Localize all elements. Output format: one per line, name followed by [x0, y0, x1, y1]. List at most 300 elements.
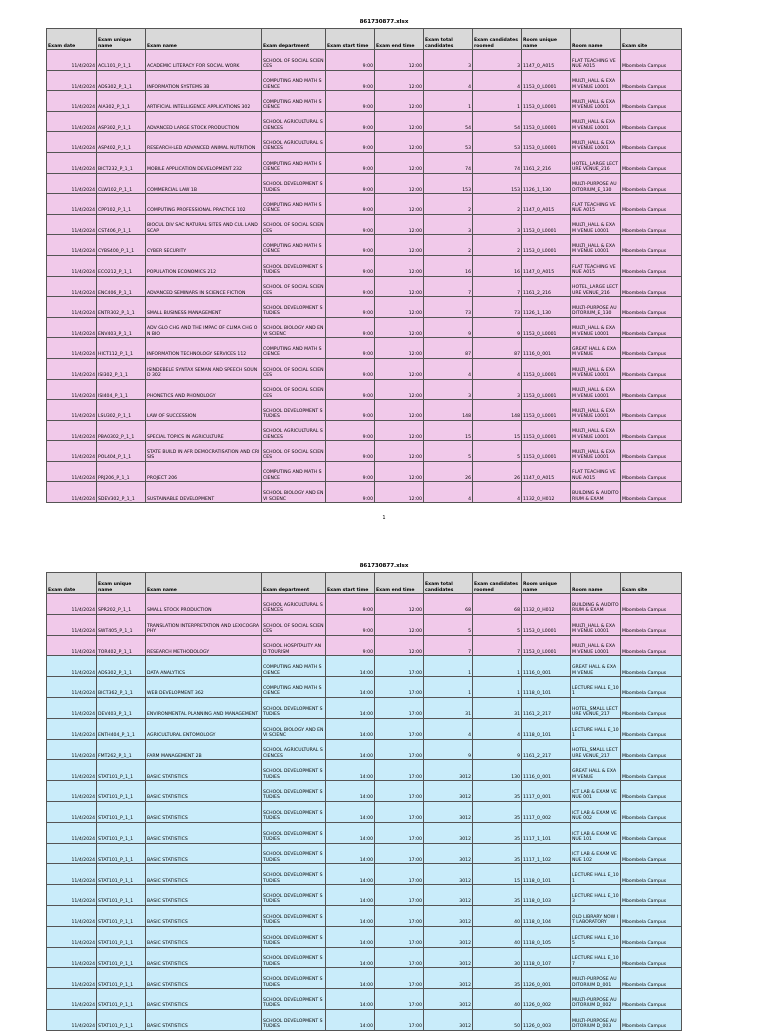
cell-exam-site: Mbombela Campus [621, 1009, 682, 1030]
cell-exam-candidates-roomed: 50 [473, 1009, 522, 1030]
cell-exam-candidates-roomed: 16 [473, 255, 522, 276]
cell-exam-site: Mbombela Campus [621, 317, 682, 338]
cell-exam-date: 11/4/2024 [47, 947, 97, 968]
cell-exam-unique-name: ENV403_P_1_1 [97, 317, 146, 338]
cell-exam-name: ADVANCED LARGE STOCK PRODUCTION [146, 111, 262, 132]
cell-exam-start-time: 9:00 [326, 70, 375, 91]
cell-exam-start-time: 14:00 [326, 968, 375, 989]
table-row [47, 864, 682, 885]
cell-exam-total-candidates: 7 [424, 635, 473, 656]
exam-table-page-2 [46, 572, 682, 1031]
cell-room-name: MULTI_HALL & EXAM VENUE L0001 [571, 317, 621, 338]
cell-exam-start-time: 9:00 [326, 173, 375, 194]
cell-exam-start-time: 14:00 [326, 885, 375, 906]
cell-exam-unique-name: SWT405_P_1_1 [97, 614, 146, 635]
cell-exam-department: COMPUTING AND MATH SCIENCE [262, 152, 326, 173]
cell-exam-name: BASIC STATISTICS [146, 885, 262, 906]
cell-exam-date: 11/4/2024 [47, 885, 97, 906]
cell-exam-unique-name: FMT262_P_1_1 [97, 739, 146, 760]
cell-exam-total-candidates: 3012 [424, 801, 473, 822]
table-row [47, 926, 682, 947]
table-row [47, 111, 682, 132]
cell-exam-end-time: 12:00 [375, 91, 424, 112]
table-row [47, 400, 682, 421]
cell-exam-name: FARM MANAGEMENT 2B [146, 739, 262, 760]
cell-exam-department: SCHOOL DEVELOPMENT STUDIES [262, 926, 326, 947]
cell-room-name: MULTI_HALL & EXAM VENUE L0001 [571, 441, 621, 462]
cell-room-name: MULTI_HALL & EXAM VENUE L0001 [571, 379, 621, 400]
cell-exam-date: 11/4/2024 [47, 276, 97, 297]
cell-exam-start-time: 14:00 [326, 760, 375, 781]
cell-exam-start-time: 9:00 [326, 379, 375, 400]
cell-exam-start-time: 14:00 [326, 718, 375, 739]
cell-room-name: FLAT TEACHING VENUE A015 [571, 194, 621, 215]
cell-exam-end-time: 17:00 [375, 1009, 424, 1030]
cell-exam-date: 11/4/2024 [47, 635, 97, 656]
cell-exam-end-time: 12:00 [375, 214, 424, 235]
cell-room-unique-name: 1153_0_L0001 [522, 420, 571, 441]
cell-exam-candidates-roomed: 3 [473, 379, 522, 400]
cell-exam-start-time: 9:00 [326, 50, 375, 71]
cell-exam-unique-name: BICT362_P_1_1 [97, 677, 146, 698]
cell-room-unique-name: 1132_0_H012 [522, 594, 571, 615]
cell-room-name: MULTI-PURPOSE AUDITORIUM_E_130 [571, 173, 621, 194]
cell-exam-name: ARTIFICIAL INTELLIGENCE APPLICATIONS 302 [146, 91, 262, 112]
cell-exam-end-time: 12:00 [375, 152, 424, 173]
cell-exam-unique-name: PRJ206_P_1_1 [97, 461, 146, 482]
cell-exam-total-candidates: 3 [424, 214, 473, 235]
cell-exam-name: BASIC STATISTICS [146, 926, 262, 947]
cell-exam-candidates-roomed: 26 [473, 461, 522, 482]
cell-exam-department: SCHOOL DEVELOPMENT STUDIES [262, 885, 326, 906]
cell-exam-total-candidates: 1 [424, 91, 473, 112]
cell-exam-unique-name: ACL101_P_1_1 [97, 50, 146, 71]
cell-exam-department: SCHOOL DEVELOPMENT STUDIES [262, 400, 326, 421]
cell-exam-name: PHONETICS AND PHONOLOGY [146, 379, 262, 400]
cell-exam-date: 11/4/2024 [47, 614, 97, 635]
cell-exam-site: Mbombela Campus [621, 885, 682, 906]
table-row [47, 379, 682, 400]
cell-exam-site: Mbombela Campus [621, 822, 682, 843]
cell-exam-department: SCHOOL DEVELOPMENT STUDIES [262, 781, 326, 802]
cell-room-unique-name: 1126_0_002 [522, 989, 571, 1010]
cell-exam-total-candidates: 3012 [424, 947, 473, 968]
cell-exam-end-time: 12:00 [375, 420, 424, 441]
col-header-exam-end-time: Exam end time [375, 573, 424, 594]
cell-room-name: FLAT TEACHING VENUE A015 [571, 50, 621, 71]
cell-exam-department: SCHOOL BIOLOGY AND ENVI SCIENC [262, 718, 326, 739]
cell-exam-unique-name: CST406_P_1_1 [97, 214, 146, 235]
cell-room-name: MULTI_HALL & EXAM VENUE L0001 [571, 635, 621, 656]
table-row [47, 194, 682, 215]
cell-exam-unique-name: STAT101_P_1_1 [97, 905, 146, 926]
cell-exam-site: Mbombela Campus [621, 656, 682, 677]
cell-exam-date: 11/4/2024 [47, 843, 97, 864]
cell-exam-department: SCHOOL AGRICULTURAL SCIENCES [262, 594, 326, 615]
cell-exam-date: 11/4/2024 [47, 801, 97, 822]
cell-exam-end-time: 17:00 [375, 718, 424, 739]
cell-exam-date: 11/4/2024 [47, 760, 97, 781]
cell-exam-site: Mbombela Campus [621, 420, 682, 441]
cell-exam-department: SCHOOL OF SOCIAL SCIENCES [262, 379, 326, 400]
cell-exam-department: SCHOOL DEVELOPMENT STUDIES [262, 1009, 326, 1030]
cell-exam-total-candidates: 3012 [424, 864, 473, 885]
cell-exam-total-candidates: 3 [424, 379, 473, 400]
table-row [47, 801, 682, 822]
cell-room-unique-name: 1126_0_003 [522, 1009, 571, 1030]
cell-room-unique-name: 1161_2_216 [522, 276, 571, 297]
cell-exam-department: SCHOOL DEVELOPMENT STUDIES [262, 989, 326, 1010]
cell-exam-site: Mbombela Campus [621, 482, 682, 503]
cell-exam-department: SCHOOL DEVELOPMENT STUDIES [262, 297, 326, 318]
cell-room-unique-name: 1118_0_103 [522, 885, 571, 906]
cell-room-unique-name: 1126_1_130 [522, 173, 571, 194]
col-header-exam-candidates-roomed: Exam candidates roomed [473, 573, 522, 594]
cell-exam-name: SPECIAL TOPICS IN AGRICULTURE [146, 420, 262, 441]
cell-room-unique-name: 1117_0_001 [522, 781, 571, 802]
cell-exam-end-time: 17:00 [375, 739, 424, 760]
cell-room-name: MULTI_HALL & EXAM VENUE L0001 [571, 614, 621, 635]
cell-exam-department: SCHOOL OF SOCIAL SCIENCES [262, 358, 326, 379]
page-1-title: 861730877.xlsx [359, 19, 409, 25]
cell-room-name: MULTI_HALL & EXAM VENUE L0001 [571, 420, 621, 441]
table-row [47, 50, 682, 71]
table-row [47, 152, 682, 173]
cell-exam-date: 11/4/2024 [47, 864, 97, 885]
cell-exam-name: ADVANCED SEMINARS IN SCIENCE FICTION [146, 276, 262, 297]
cell-exam-unique-name: CLW102_P_1_1 [97, 173, 146, 194]
cell-exam-name: WEB DEVELOPMENT 362 [146, 677, 262, 698]
cell-exam-unique-name: DEV403_P_1_1 [97, 697, 146, 718]
cell-room-unique-name: 1126_1_130 [522, 297, 571, 318]
cell-exam-unique-name: ASP402_P_1_1 [97, 132, 146, 153]
cell-exam-name: BASIC STATISTICS [146, 864, 262, 885]
cell-exam-name: BASIC STATISTICS [146, 801, 262, 822]
cell-exam-end-time: 12:00 [375, 235, 424, 256]
cell-room-name: HOTEL_LARGE LECTURE VENUE_216 [571, 152, 621, 173]
cell-exam-department: COMPUTING AND MATH SCIENCE [262, 70, 326, 91]
cell-exam-end-time: 17:00 [375, 968, 424, 989]
cell-exam-date: 11/4/2024 [47, 91, 97, 112]
cell-exam-candidates-roomed: 1 [473, 91, 522, 112]
cell-exam-name: BASIC STATISTICS [146, 947, 262, 968]
cell-exam-candidates-roomed: 35 [473, 822, 522, 843]
cell-exam-candidates-roomed: 74 [473, 152, 522, 173]
cell-exam-department: SCHOOL AGRICULTURAL SCIENCES [262, 132, 326, 153]
cell-exam-total-candidates: 9 [424, 739, 473, 760]
cell-exam-site: Mbombela Campus [621, 255, 682, 276]
table-row [47, 781, 682, 802]
cell-exam-end-time: 12:00 [375, 276, 424, 297]
cell-exam-candidates-roomed: 4 [473, 358, 522, 379]
cell-exam-candidates-roomed: 4 [473, 482, 522, 503]
cell-exam-start-time: 9:00 [326, 461, 375, 482]
cell-exam-total-candidates: 3012 [424, 760, 473, 781]
cell-exam-name: CYBER SECURITY [146, 235, 262, 256]
table-row [47, 338, 682, 359]
cell-exam-total-candidates: 4 [424, 70, 473, 91]
cell-exam-unique-name: PBA0302_P_1_1 [97, 420, 146, 441]
cell-exam-site: Mbombela Campus [621, 379, 682, 400]
cell-exam-candidates-roomed: 68 [473, 594, 522, 615]
table-row [47, 677, 682, 698]
cell-exam-department: SCHOOL DEVELOPMENT STUDIES [262, 255, 326, 276]
table-row [47, 255, 682, 276]
page-number: 1 [382, 515, 386, 521]
cell-exam-candidates-roomed: 15 [473, 864, 522, 885]
cell-exam-name: BASIC STATISTICS [146, 989, 262, 1010]
cell-exam-start-time: 14:00 [326, 905, 375, 926]
cell-exam-date: 11/4/2024 [47, 338, 97, 359]
cell-exam-name: RESEARCH-LED ADVANCED ANIMAL NUTRITION [146, 132, 262, 153]
cell-room-name: ICT LAB & EXAM VENUE 001 [571, 781, 621, 802]
cell-exam-candidates-roomed: 35 [473, 968, 522, 989]
cell-exam-date: 11/4/2024 [47, 697, 97, 718]
cell-exam-name: SMALL STOCK PRODUCTION [146, 594, 262, 615]
cell-exam-unique-name: LSU302_P_1_1 [97, 400, 146, 421]
cell-exam-unique-name: ENC406_P_1_1 [97, 276, 146, 297]
cell-exam-end-time: 17:00 [375, 760, 424, 781]
cell-exam-site: Mbombela Campus [621, 70, 682, 91]
cell-exam-department: COMPUTING AND MATH SCIENCE [262, 338, 326, 359]
cell-exam-start-time: 14:00 [326, 781, 375, 802]
cell-exam-name: BASIC STATISTICS [146, 968, 262, 989]
cell-exam-unique-name: STAT101_P_1_1 [97, 843, 146, 864]
cell-room-name: ICT LAB & EXAM VENUE 002 [571, 801, 621, 822]
col-header-room-unique-name: Room unique name [522, 29, 571, 50]
cell-exam-candidates-roomed: 3 [473, 214, 522, 235]
cell-exam-name: ADV GLO CHG AND THE IMPAC OF CLIMA CHG ON BIO [146, 317, 262, 338]
cell-room-unique-name: 1153_0_L0001 [522, 614, 571, 635]
table-row [47, 482, 682, 503]
cell-exam-start-time: 9:00 [326, 420, 375, 441]
cell-exam-site: Mbombela Campus [621, 718, 682, 739]
cell-exam-name: DATA ANALYTICS [146, 656, 262, 677]
cell-exam-candidates-roomed: 4 [473, 70, 522, 91]
cell-exam-end-time: 12:00 [375, 338, 424, 359]
cell-exam-total-candidates: 148 [424, 400, 473, 421]
cell-room-unique-name: 1132_0_H012 [522, 482, 571, 503]
cell-exam-date: 11/4/2024 [47, 781, 97, 802]
cell-room-unique-name: 1153_0_L0001 [522, 400, 571, 421]
cell-exam-name: BASIC STATISTICS [146, 760, 262, 781]
table-row [47, 276, 682, 297]
cell-exam-candidates-roomed: 40 [473, 926, 522, 947]
cell-exam-date: 11/4/2024 [47, 379, 97, 400]
cell-room-name: BUILDING & AUDITORIUM & EXAM [571, 482, 621, 503]
cell-exam-date: 11/4/2024 [47, 594, 97, 615]
cell-room-unique-name: 1161_2_217 [522, 739, 571, 760]
cell-exam-unique-name: CYBS400_P_1_1 [97, 235, 146, 256]
cell-room-unique-name: 1118_0_101 [522, 718, 571, 739]
cell-exam-department: SCHOOL DEVELOPMENT STUDIES [262, 843, 326, 864]
cell-exam-start-time: 14:00 [326, 864, 375, 885]
cell-exam-department: COMPUTING AND MATH SCIENCE [262, 656, 326, 677]
cell-exam-site: Mbombela Campus [621, 173, 682, 194]
cell-room-name: MULTI-PURPOSE AUDITORIUM D_001 [571, 968, 621, 989]
cell-exam-unique-name: TOR402_P_1_1 [97, 635, 146, 656]
cell-exam-candidates-roomed: 15 [473, 420, 522, 441]
cell-exam-total-candidates: 153 [424, 173, 473, 194]
cell-exam-name: MOBILE APPLICATION DEVELOPMENT 232 [146, 152, 262, 173]
cell-room-unique-name: 1153_0_L0001 [522, 132, 571, 153]
cell-exam-total-candidates: 5 [424, 441, 473, 462]
cell-exam-department: SCHOOL OF SOCIAL SCIENCES [262, 614, 326, 635]
cell-exam-department: SCHOOL AGRICULTURAL SCIENCES [262, 111, 326, 132]
cell-exam-start-time: 14:00 [326, 739, 375, 760]
cell-room-unique-name: 1117_0_002 [522, 801, 571, 822]
cell-exam-total-candidates: 4 [424, 482, 473, 503]
cell-exam-unique-name: SPR202_P_1_1 [97, 594, 146, 615]
exam-table-page-1 [46, 28, 682, 503]
cell-room-unique-name: 1116_0_001 [522, 338, 571, 359]
cell-exam-department: SCHOOL DEVELOPMENT STUDIES [262, 801, 326, 822]
cell-exam-end-time: 12:00 [375, 441, 424, 462]
cell-room-name: MULTI_HALL & EXAM VENUE L0001 [571, 214, 621, 235]
cell-exam-candidates-roomed: 2 [473, 194, 522, 215]
cell-exam-site: Mbombela Campus [621, 594, 682, 615]
cell-room-unique-name: 1153_0_L0001 [522, 70, 571, 91]
cell-exam-start-time: 14:00 [326, 656, 375, 677]
cell-room-name: LECTURE HALL E_105 [571, 926, 621, 947]
cell-exam-candidates-roomed: 3 [473, 50, 522, 71]
col-header-exam-site: Exam site [621, 573, 682, 594]
cell-exam-date: 11/4/2024 [47, 358, 97, 379]
cell-exam-end-time: 17:00 [375, 885, 424, 906]
cell-exam-end-time: 12:00 [375, 173, 424, 194]
cell-exam-total-candidates: 1 [424, 677, 473, 698]
col-header-exam-site: Exam site [621, 29, 682, 50]
cell-exam-total-candidates: 9 [424, 317, 473, 338]
cell-exam-department: COMPUTING AND MATH SCIENCE [262, 461, 326, 482]
cell-exam-start-time: 9:00 [326, 276, 375, 297]
cell-exam-department: SCHOOL DEVELOPMENT STUDIES [262, 760, 326, 781]
cell-exam-site: Mbombela Campus [621, 801, 682, 822]
cell-exam-site: Mbombela Campus [621, 947, 682, 968]
cell-exam-date: 11/4/2024 [47, 297, 97, 318]
cell-exam-start-time: 9:00 [326, 297, 375, 318]
cell-exam-unique-name: ENTH404_P_1_1 [97, 718, 146, 739]
cell-exam-start-time: 14:00 [326, 822, 375, 843]
cell-exam-end-time: 17:00 [375, 947, 424, 968]
col-header-exam-unique-name: Exam unique name [97, 573, 146, 594]
cell-exam-candidates-roomed: 4 [473, 718, 522, 739]
cell-exam-department: SCHOOL BIOLOGY AND ENVI SCIENC [262, 482, 326, 503]
cell-exam-department: COMPUTING AND MATH SCIENCE [262, 235, 326, 256]
cell-exam-date: 11/4/2024 [47, 420, 97, 441]
col-header-exam-date: Exam date [47, 573, 97, 594]
cell-exam-department: SCHOOL DEVELOPMENT STUDIES [262, 968, 326, 989]
cell-room-unique-name: 1118_0_104 [522, 905, 571, 926]
cell-room-name: GREAT HALL & EXAM VENUE [571, 338, 621, 359]
cell-exam-start-time: 9:00 [326, 132, 375, 153]
cell-exam-site: Mbombela Campus [621, 441, 682, 462]
table-row [47, 441, 682, 462]
cell-exam-candidates-roomed: 73 [473, 297, 522, 318]
col-header-exam-name: Exam name [146, 29, 262, 50]
cell-room-name: MULTI-PURPOSE AUDITORIUM_E_130 [571, 297, 621, 318]
cell-exam-department: SCHOOL OF SOCIAL SCIENCES [262, 214, 326, 235]
cell-room-unique-name: 1118_0_101 [522, 677, 571, 698]
cell-exam-start-time: 9:00 [326, 358, 375, 379]
cell-room-unique-name: 1118_0_107 [522, 947, 571, 968]
header-row [47, 29, 682, 50]
cell-exam-name: ISINDEBELE SYNTAX SEMAN AND SPEECH SOUND 302 [146, 358, 262, 379]
cell-exam-total-candidates: 2 [424, 194, 473, 215]
cell-room-name: FLAT TEACHING VENUE A015 [571, 255, 621, 276]
cell-exam-date: 11/4/2024 [47, 194, 97, 215]
cell-exam-total-candidates: 3012 [424, 843, 473, 864]
cell-exam-end-time: 12:00 [375, 594, 424, 615]
cell-exam-end-time: 12:00 [375, 400, 424, 421]
cell-exam-total-candidates: 26 [424, 461, 473, 482]
cell-exam-date: 11/4/2024 [47, 656, 97, 677]
cell-exam-name: ENVIRONMENTAL PLANNING AND MANAGEMENT [146, 697, 262, 718]
cell-room-name: MULTI_HALL & EXAM VENUE L0001 [571, 111, 621, 132]
cell-exam-end-time: 17:00 [375, 905, 424, 926]
cell-exam-end-time: 17:00 [375, 926, 424, 947]
cell-exam-site: Mbombela Campus [621, 50, 682, 71]
cell-exam-site: Mbombela Campus [621, 781, 682, 802]
header-row [47, 573, 682, 594]
cell-exam-site: Mbombela Campus [621, 905, 682, 926]
cell-exam-candidates-roomed: 35 [473, 843, 522, 864]
cell-exam-name: RESEARCH METHODOLOGY [146, 635, 262, 656]
cell-exam-candidates-roomed: 2 [473, 235, 522, 256]
cell-exam-total-candidates: 4 [424, 718, 473, 739]
col-header-room-name: Room name [571, 29, 621, 50]
cell-exam-end-time: 12:00 [375, 317, 424, 338]
cell-exam-candidates-roomed: 148 [473, 400, 522, 421]
cell-exam-end-time: 12:00 [375, 358, 424, 379]
cell-exam-date: 11/4/2024 [47, 718, 97, 739]
cell-exam-site: Mbombela Campus [621, 461, 682, 482]
cell-exam-name: STATE BUILD IN AFR DEMOCRATISATION AND CRISIS [146, 441, 262, 462]
cell-exam-unique-name: STAT101_P_1_1 [97, 822, 146, 843]
page-2-title: 861730877.xlsx [359, 563, 409, 569]
cell-exam-unique-name: CPP102_P_1_1 [97, 194, 146, 215]
cell-exam-unique-name: STAT101_P_1_1 [97, 1009, 146, 1030]
cell-exam-unique-name: HICT112_P_1_1 [97, 338, 146, 359]
cell-room-name: LECTURE HALL E_101 [571, 677, 621, 698]
table-row [47, 173, 682, 194]
cell-exam-department: COMPUTING AND MATH SCIENCE [262, 194, 326, 215]
cell-exam-date: 11/4/2024 [47, 1009, 97, 1030]
cell-exam-date: 11/4/2024 [47, 905, 97, 926]
cell-exam-site: Mbombela Campus [621, 926, 682, 947]
cell-exam-department: SCHOOL DEVELOPMENT STUDIES [262, 697, 326, 718]
cell-exam-department: SCHOOL OF SOCIAL SCIENCES [262, 276, 326, 297]
cell-exam-site: Mbombela Campus [621, 297, 682, 318]
table-row [47, 635, 682, 656]
cell-room-unique-name: 1118_0_105 [522, 926, 571, 947]
cell-room-unique-name: 1116_0_001 [522, 656, 571, 677]
cell-room-name: MULTI_HALL & EXAM VENUE L0001 [571, 400, 621, 421]
table-row [47, 235, 682, 256]
cell-exam-total-candidates: 31 [424, 697, 473, 718]
cell-exam-date: 11/4/2024 [47, 111, 97, 132]
col-header-exam-total-candidates: Exam total candidates [424, 573, 473, 594]
col-header-room-name: Room name [571, 573, 621, 594]
cell-exam-site: Mbombela Campus [621, 697, 682, 718]
cell-exam-name: AGRICULTURAL ENTOMOLOGY [146, 718, 262, 739]
cell-exam-date: 11/4/2024 [47, 677, 97, 698]
cell-exam-total-candidates: 53 [424, 132, 473, 153]
cell-exam-department: SCHOOL BIOLOGY AND ENVI SCIENC [262, 317, 326, 338]
table-row [47, 70, 682, 91]
table-row [47, 697, 682, 718]
cell-exam-date: 11/4/2024 [47, 132, 97, 153]
